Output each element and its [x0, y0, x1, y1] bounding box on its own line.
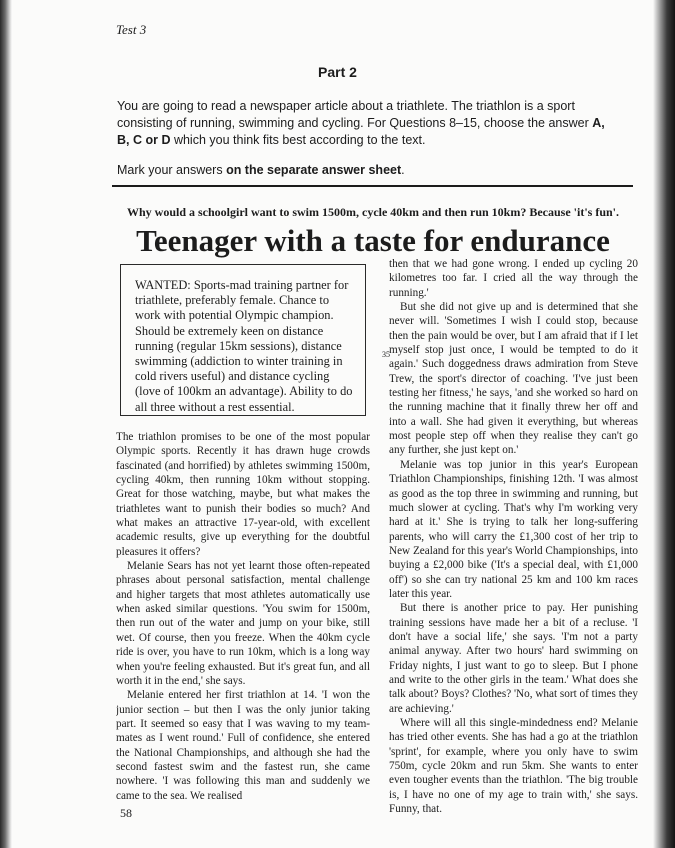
instructions-text-end: which you think fits best according to the text. [170, 133, 426, 147]
scan-shadow-right [653, 0, 675, 848]
article-paragraph: The triathlon promises to be one of the most popular Olympic sports. Recently it has drawn huge crowds fascinated (and horrified) by athletes swimming 1500m, cycling 40km, then running 10km without stopping. Great for those watching, maybe, but what makes the triathletes want to punish their bodies so much? And what makes an attractive 17-year-old, with excellent academic results, give up everything for the doubtful pleasures it offers? [116, 431, 370, 558]
instructions-text: You are going to read a newspaper article about a triathlete. The triathlon is a sport consisting of running, swimming and cycling. For Questions 8–15, choose the answer [117, 99, 593, 130]
article-paragraph: But there is another price to pay. Her punishing training sessions have made her a bit of a recluse. 'I don't have a social life,' she says. 'I'm not a party animal anyway. After two hours' hard swimming on Friday nights, I just want to go to sleep. But I phone and write to the other girls in the team.' What does she talk about? Boys? Clothes? 'No, what sort of times they are achieving.' [389, 602, 638, 715]
article-paragraph: But she did not give up and is determined that she never will. 'Sometimes I wish I could stop, because then the pain would be over, but I am afraid that if I let myself stop just once, I would be tempted to do it again.' Such doggedness draws admiration from Steve Trew, the sport's director of coaching. 'I've just been testing her fitness,' he says, 'and she worked so hard on the running machine that it finally threw her off and into a wall. She had given it everything, but whereas most people step off when they realise they can't go any further, she just kept on.' [389, 301, 638, 457]
article-paragraph: Where will all this single-mindedness end? Melanie has tried other events. She has had a go at the triathlon 'sprint', for example, where you only have to swim 750m, cycle 20km and run 5km. She wants to enter even tougher events than the triathlon. 'The big trouble is, I have no one of my age to train with,' she says. Funny, that. [389, 717, 638, 816]
scan-shadow-left [0, 0, 12, 848]
article-paragraph: then that we had gone wrong. I ended up cycling 20 kilometres too far. I cried all the way through the running.' [389, 258, 638, 299]
wanted-ad-box [120, 264, 366, 416]
article-paragraph: Melanie entered her first triathlon at 14. 'I won the junior section – but then I was the only junior taking part. It seemed so easy that I was waving to my team-mates as I went round.' Full of confidence, she entered the National Championships, and although she had the second fastest swim and the fastest run, she came nowhere. 'I was following this man and suddenly we came to the sea. We realised [116, 689, 370, 802]
mark-bold: on the separate answer sheet [226, 163, 402, 177]
article-column-left [116, 430, 370, 832]
margin-line-number: 35 [382, 350, 390, 359]
answer-sheet-instruction [117, 163, 405, 177]
divider-rule [112, 185, 633, 187]
mark-prefix: Mark your answers [117, 163, 227, 177]
article-kicker: Why would a schoolgirl want to swim 1500m, cycle 40km and then run 10km? Because 'it's fun'. [126, 205, 620, 219]
article-column-right [389, 257, 638, 845]
test-label: Test 3 [116, 22, 147, 37]
wanted-ad-text: WANTED: Sports-mad training partner for triathlete, preferably female. Chance to work with potential Olympic champion. Should be extremely keen on distance running (regular 15km sessions), distance swimming (addiction to winter training in cold rivers useful) and distance cycling (love of 100km an advantage). Ability to do all three without a rest essential. [135, 278, 353, 414]
page-number: 58 [120, 806, 132, 820]
article-paragraph: Melanie was top junior in this year's European Triathlon Championships, finishing 12th. 'I was almost as good as the top three in swimming and running, but much slower at cycling. That's why I'm working very hard at it.' She is trying to talk her long-suffering parents, who will carry the £1,300 cost of her trip to New Zealand for this year's World Championships, into buying a £2,000 bike ('It's a special deal, with £1,000 off') so she can try national 25 km and 100 km races later this year. [389, 458, 638, 600]
article-paragraph: Melanie Sears has not yet learnt those often-repeated phrases about personal satisfaction, mental challenge and higher targets that most athletes automatically use when asked similar questions. 'You swim for 1500m, then run out of the water and jump on your bike, still wet. Of course, then you freeze. When the 40km cycle ride is over, you have to run 10km, which is a long way when you're feeling exhausted. But it's great fun, and all worth it in the end,' she says. [116, 560, 370, 687]
part-title: Part 2 [318, 64, 357, 80]
mark-end: . [401, 163, 405, 177]
instructions [117, 98, 619, 149]
article-headline: Teenager with a taste for endurance [136, 223, 610, 258]
instructions-options: A, B, C or D [117, 116, 605, 147]
